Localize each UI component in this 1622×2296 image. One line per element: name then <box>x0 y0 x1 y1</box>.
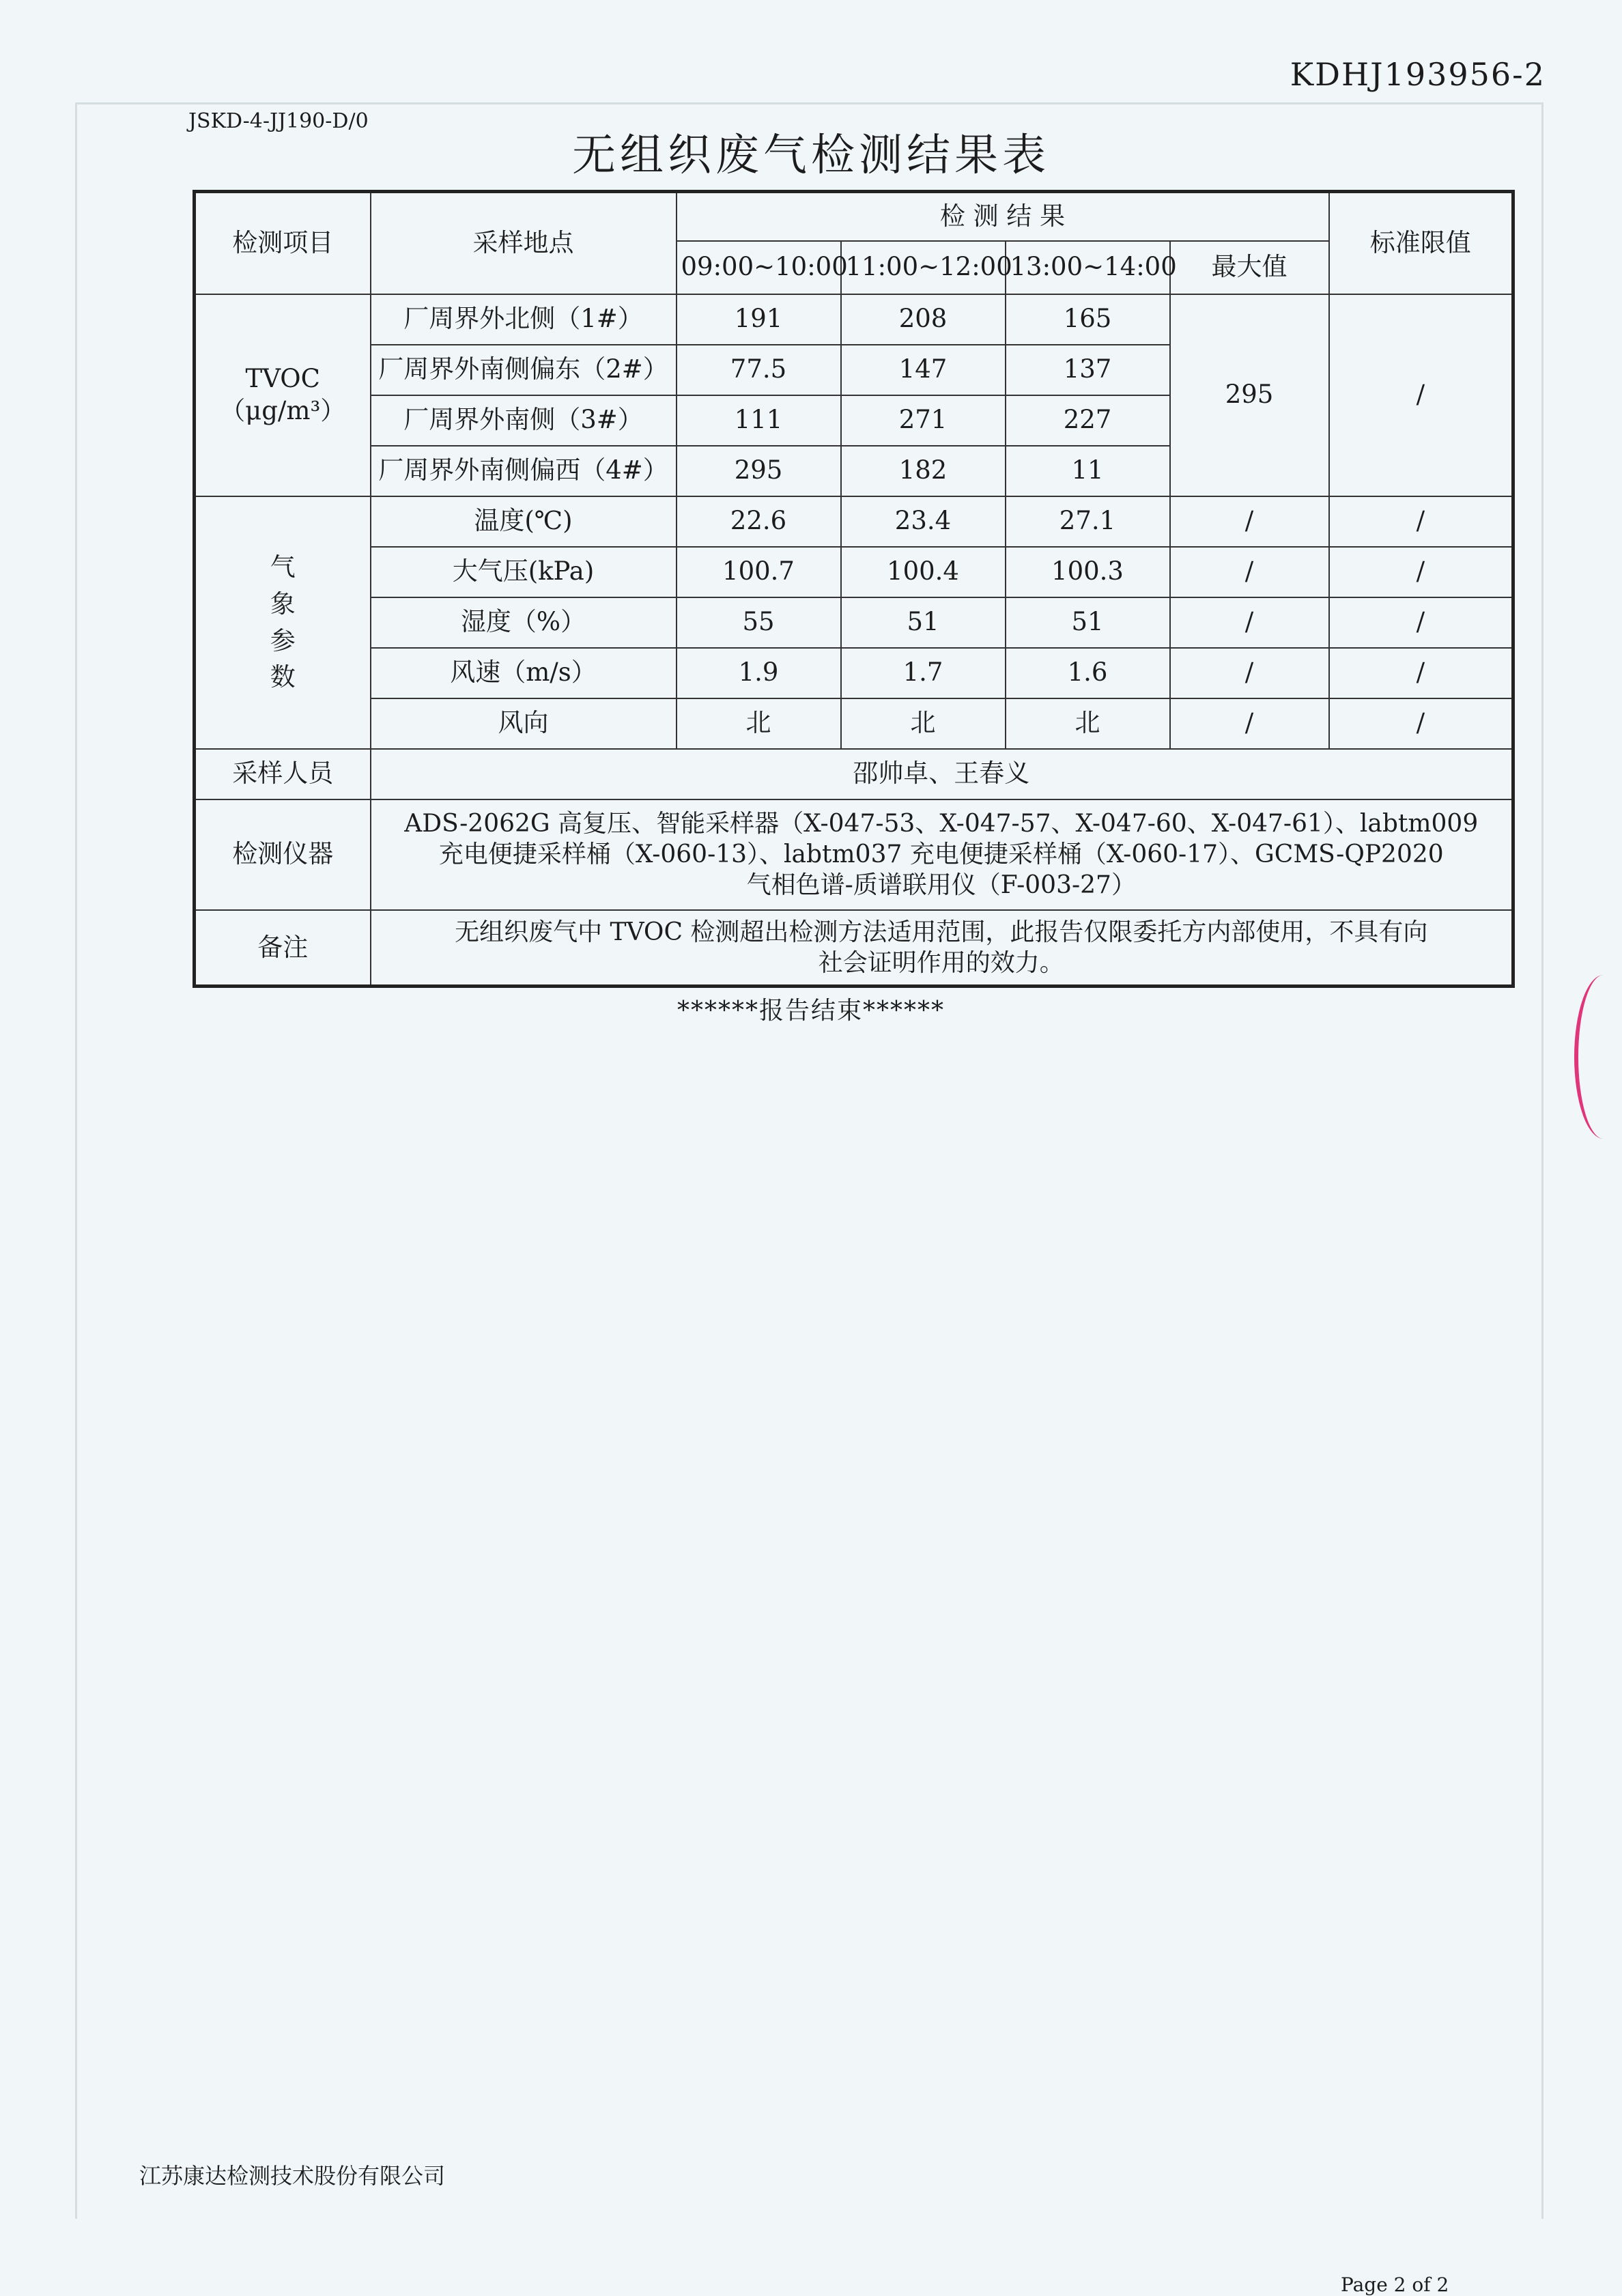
value-cell: 23.4 <box>841 496 1006 547</box>
limit-cell: / <box>1329 496 1513 547</box>
company-name: 江苏康达检测技术股份有限公司 <box>139 2163 446 2189</box>
samplers-label: 采样人员 <box>195 749 371 799</box>
value-cell: 191 <box>677 294 841 345</box>
col-location-header: 采样地点 <box>371 192 677 294</box>
tvoc-limit-cell: / <box>1329 294 1513 496</box>
weather-group-char: 气 <box>270 552 296 582</box>
col-item-header: 检测项目 <box>195 192 371 294</box>
table-row <box>195 597 1513 648</box>
table-row <box>195 648 1513 698</box>
value-cell: 100.3 <box>1006 547 1170 597</box>
border-top-line <box>75 102 1543 104</box>
remarks-line: 无组织废气中 TVOC 检测超出检测方法适用范围，此报告仅限委托方内部使用，不具有向 <box>455 918 1428 946</box>
remarks-line: 社会证明作用的效力。 <box>818 948 1064 977</box>
limit-cell: / <box>1329 648 1513 698</box>
tvoc-name: TVOC <box>245 364 320 394</box>
form-code: JSKD-4-JJ190-D/0 <box>188 109 369 133</box>
value-cell: 11 <box>1006 446 1170 496</box>
value-cell: 22.6 <box>677 496 841 547</box>
max-cell: / <box>1170 648 1329 698</box>
col-results-header: 检 测 结 果 <box>677 192 1329 241</box>
table-row <box>195 496 1513 547</box>
results-table <box>193 190 1515 988</box>
param-cell: 风速（m/s） <box>371 648 677 698</box>
value-cell: 271 <box>841 395 1006 446</box>
max-cell: / <box>1170 698 1329 749</box>
time-header: 13:00~14:00 <box>1006 241 1170 294</box>
location-cell: 厂周界外南侧偏西（4#） <box>371 446 677 496</box>
table-row <box>195 799 1513 910</box>
remarks-label: 备注 <box>195 910 371 987</box>
border-left-line <box>75 102 77 2219</box>
limit-cell: / <box>1329 547 1513 597</box>
location-cell: 厂周界外南侧偏东（2#） <box>371 345 677 395</box>
tvoc-unit: （μg/m³） <box>220 395 346 425</box>
value-cell: 27.1 <box>1006 496 1170 547</box>
weather-group-char: 象 <box>270 589 296 619</box>
value-cell: 100.4 <box>841 547 1006 597</box>
limit-cell: / <box>1329 698 1513 749</box>
value-cell: 北 <box>677 698 841 749</box>
location-cell: 厂周界外南侧（3#） <box>371 395 677 446</box>
value-cell: 295 <box>677 446 841 496</box>
col-max-header: 最大值 <box>1170 241 1329 294</box>
col-standard-header: 标准限值 <box>1329 192 1513 294</box>
page-title: 无组织废气检测结果表 <box>572 130 1050 181</box>
value-cell: 北 <box>841 698 1006 749</box>
instruments-line: ADS-2062G 高复压、智能采样器（X-047-53、X-047-57、X-047-60、X-047-61）、labtm009 <box>404 810 1479 838</box>
instruments-label: 检测仪器 <box>195 799 371 910</box>
tvoc-max-cell: 295 <box>1170 294 1329 496</box>
weather-group-label <box>195 496 371 749</box>
param-cell: 大气压(kPa) <box>371 547 677 597</box>
table-row <box>195 547 1513 597</box>
table-row <box>195 910 1513 987</box>
value-cell: 51 <box>1006 597 1170 648</box>
value-cell: 77.5 <box>677 345 841 395</box>
value-cell: 1.9 <box>677 648 841 698</box>
param-cell: 温度(℃) <box>371 496 677 547</box>
param-cell: 风向 <box>371 698 677 749</box>
param-cell: 湿度（%） <box>371 597 677 648</box>
value-cell: 100.7 <box>677 547 841 597</box>
value-cell: 1.7 <box>841 648 1006 698</box>
tvoc-group-label <box>195 294 371 496</box>
value-cell: 111 <box>677 395 841 446</box>
value-cell: 165 <box>1006 294 1170 345</box>
table-row <box>195 294 1513 345</box>
table-row <box>195 698 1513 749</box>
location-cell: 厂周界外北侧（1#） <box>371 294 677 345</box>
value-cell: 55 <box>677 597 841 648</box>
value-cell: 227 <box>1006 395 1170 446</box>
value-cell: 208 <box>841 294 1006 345</box>
time-header: 11:00~12:00 <box>841 241 1006 294</box>
max-cell: / <box>1170 496 1329 547</box>
table-header-row <box>195 192 1513 241</box>
report-number: KDHJ193956-2 <box>1290 56 1546 93</box>
report-end-mark: ******报告结束****** <box>677 997 945 1025</box>
samplers-value: 邵帅卓、王春义 <box>371 749 1513 799</box>
value-cell: 1.6 <box>1006 648 1170 698</box>
value-cell: 147 <box>841 345 1006 395</box>
remarks-value <box>371 910 1513 987</box>
instruments-value <box>371 799 1513 910</box>
value-cell: 北 <box>1006 698 1170 749</box>
value-cell: 182 <box>841 446 1006 496</box>
weather-group-char: 参 <box>270 625 296 655</box>
table-row <box>195 749 1513 799</box>
time-header: 09:00~10:00 <box>677 241 841 294</box>
value-cell: 51 <box>841 597 1006 648</box>
value-cell: 137 <box>1006 345 1170 395</box>
border-right-line <box>1541 102 1543 2219</box>
max-cell: / <box>1170 547 1329 597</box>
limit-cell: / <box>1329 597 1513 648</box>
page-number: Page 2 of 2 <box>1341 2273 1449 2296</box>
instruments-line: 充电便捷采样桶（X-060-13）、labtm037 充电便捷采样桶（X-060-17）、GCMS-QP2020 <box>438 840 1444 868</box>
weather-group-char: 数 <box>270 662 296 692</box>
max-cell: / <box>1170 597 1329 648</box>
instruments-line: 气相色谱-质谱联用仪（F-003-27） <box>746 871 1136 899</box>
